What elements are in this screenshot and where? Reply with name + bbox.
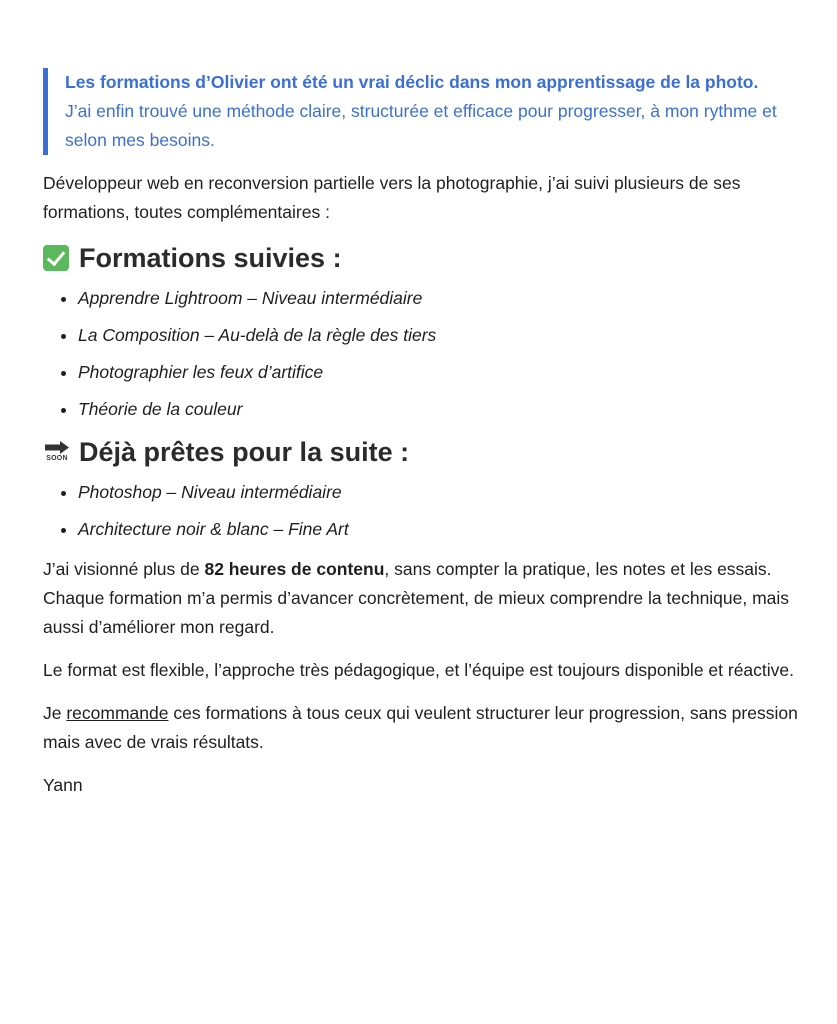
section-title-next: Déjà prêtes pour la suite :: [79, 437, 410, 467]
section-heading-followed: [43, 241, 803, 275]
list-item: • Théorie de la couleur: [78, 398, 803, 420]
testimonial-content: [43, 68, 803, 814]
followed-courses-list: [43, 287, 803, 420]
intro-paragraph: Développeur web en reconversion partielle vers la photographie, j’ai suivi plusieurs de ses formations, toutes complémentaires :: [43, 173, 741, 222]
check-mark-icon: [43, 245, 69, 271]
section-heading-next: [43, 435, 803, 469]
testimonial-quote: [43, 68, 803, 155]
hours-text-after: , sans compter la pratique, les notes et les essais.: [384, 559, 772, 579]
list-item: • La Composition – Au-delà de la règle des tiers: [78, 324, 803, 346]
hours-highlight: 82 heures de contenu: [204, 559, 385, 579]
soon-label: SOON: [46, 455, 68, 462]
section-title-followed: Formations suivies :: [79, 243, 342, 273]
recommend-underlined-word: recommande: [66, 703, 169, 723]
list-item: • Photoshop – Niveau intermédiaire: [78, 481, 803, 503]
hours-paragraph: [43, 555, 803, 642]
recommend-text-after: ces formations à tous ceux qui veulent structurer leur progression, sans pression mais avec de vrais résultats.: [43, 703, 798, 752]
quote-headline: Les formations d’Olivier ont été un vrai déclic dans mon apprentissage de la photo.: [65, 72, 759, 92]
hours-text-line2: Chaque formation m’a permis d’avancer concrètement, de mieux comprendre la technique, mais aussi d’améliorer mon regard.: [43, 588, 790, 637]
list-item: • Photographier les feux d’artifice: [78, 361, 803, 383]
quote-body: J’ai enfin trouvé une méthode claire, structurée et efficace pour progresser, à mon rythme et selon mes besoins.: [65, 101, 777, 150]
list-item: • Apprendre Lightroom – Niveau intermédiaire: [78, 287, 803, 309]
format-paragraph: Le format est flexible, l’approche très pédagogique, et l’équipe est toujours disponible et réactive.: [43, 660, 795, 680]
recommend-paragraph: [43, 699, 803, 757]
next-courses-list: [43, 481, 803, 540]
list-item: • Architecture noir & blanc – Fine Art: [78, 518, 803, 540]
recommend-text-before: Je: [43, 703, 67, 723]
hours-text-before: J’ai visionné plus de: [43, 559, 205, 579]
arrow-right-icon: [44, 441, 70, 455]
soon-arrow-icon: [43, 441, 71, 463]
signature: Yann: [43, 775, 83, 795]
